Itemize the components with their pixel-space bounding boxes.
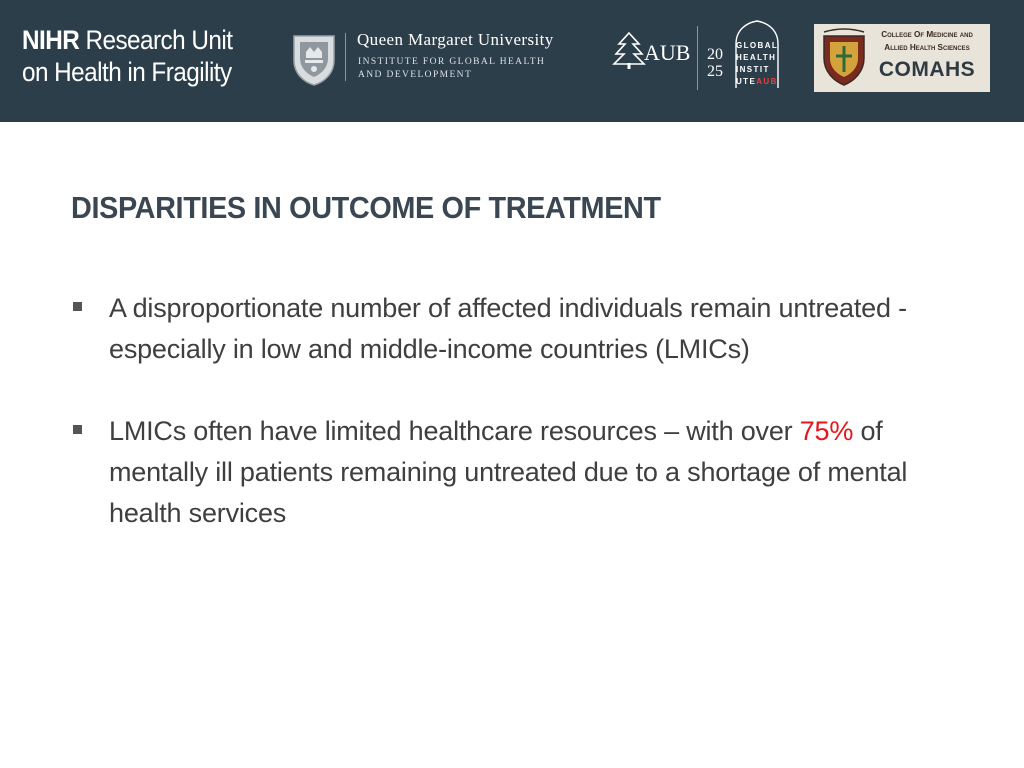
bullet-highlight-percent: 75% bbox=[799, 416, 854, 446]
qmu-subtitle-1: INSTITUTE FOR GLOBAL HEALTH bbox=[358, 57, 546, 67]
nihr-line2: on Health in Fragility bbox=[22, 57, 232, 87]
nihr-line1: Research Unit bbox=[79, 25, 233, 55]
bullet-text-2-before: LMICs often have limited healthcare resources – with over bbox=[109, 416, 800, 446]
ghi-words bbox=[736, 40, 778, 88]
logo-separator bbox=[697, 26, 698, 90]
square-bullet-icon bbox=[73, 425, 82, 434]
ghi-year bbox=[704, 46, 726, 80]
ghi-word-4-accent: AUB bbox=[756, 77, 778, 86]
global-health-institute-logo bbox=[702, 20, 786, 94]
bullet-list bbox=[71, 288, 971, 534]
qmu-crest-icon bbox=[290, 32, 338, 86]
cedar-icon bbox=[612, 30, 646, 70]
ghi-year-top: 20 bbox=[707, 46, 723, 63]
ghi-word-4 bbox=[736, 76, 778, 88]
slide-title: DISPARITIES IN OUTCOME OF TREATMENT bbox=[71, 190, 661, 225]
nihr-logo-text bbox=[22, 24, 232, 88]
header-banner bbox=[0, 0, 1024, 122]
ghi-word-4-main: UTE bbox=[736, 77, 757, 86]
bullet-text-1: A disproportionate number of affected individuals remain untreated - especially in low and middle-income countries (LMICs) bbox=[109, 293, 907, 364]
ghi-word-3: INSTIT bbox=[736, 65, 770, 74]
qmu-divider bbox=[345, 33, 346, 81]
ghi-word-2: HEALTH bbox=[736, 53, 777, 62]
comahs-crest-icon bbox=[818, 28, 870, 88]
ghi-word-1: GLOBAL bbox=[736, 41, 779, 50]
qmu-subtitle-2: AND DEVELOPMENT bbox=[358, 70, 473, 80]
bullet-item-1 bbox=[71, 288, 971, 370]
qmu-name: Queen Margaret University bbox=[357, 30, 554, 49]
bullet-item-2 bbox=[71, 411, 971, 534]
aub-acronym: AUB bbox=[644, 40, 691, 65]
aub-logo bbox=[610, 26, 692, 92]
comahs-line-1: College Of Medicine and bbox=[881, 30, 973, 39]
comahs-logo bbox=[814, 24, 990, 92]
bullet-text-2-after: of mentally ill patients remaining untreated due to a shortage of mental health services bbox=[109, 416, 908, 528]
nihr-bold: NIHR bbox=[22, 25, 80, 55]
ghi-year-bottom: 25 bbox=[707, 63, 723, 80]
comahs-acronym: COMAHS bbox=[878, 58, 976, 81]
square-bullet-icon bbox=[73, 302, 82, 311]
comahs-line-2: Allied Health Sciences bbox=[884, 43, 970, 52]
